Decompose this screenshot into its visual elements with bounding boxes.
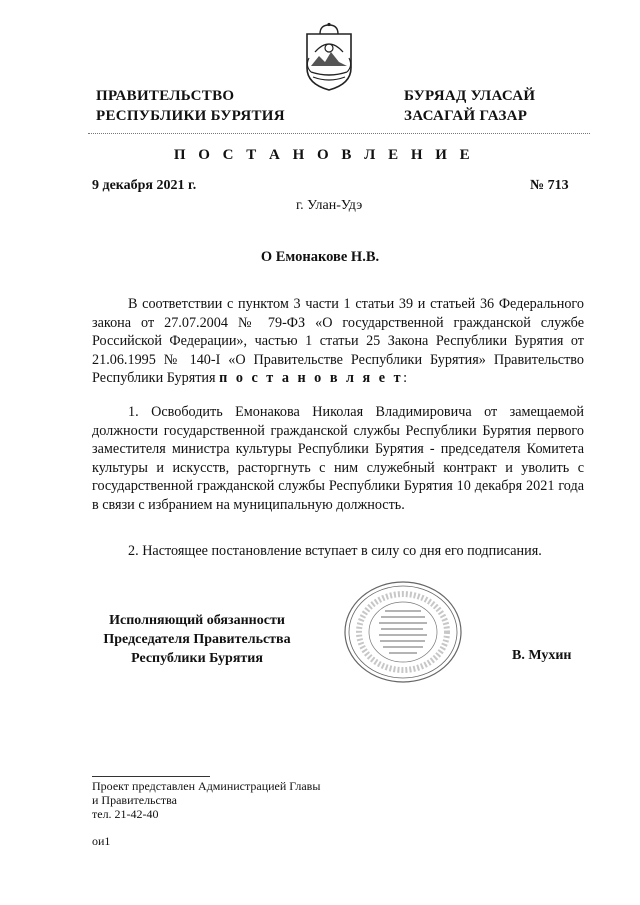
- coat-of-arms-emblem: [303, 22, 355, 92]
- paragraph-item-1: 1. Освободить Емонакова Николая Владимировича от замещаемой должности государственной гражданской службы Республики Бурятия первого заместителя министра культуры Республики Бурятия - председателя Комитета культуры и искусств, расторгнуть с ним служебный контракт и уволить с государственной гражданской службы Республики Бурятия 10 декабря 2021 года в связи с избранием на муниципальную должность.: [92, 404, 584, 513]
- signatory-line1: Исполняющий обязанности: [109, 613, 285, 628]
- signatory-line2: Председателя Правительства: [103, 632, 291, 647]
- footer-divider: [92, 776, 210, 777]
- footer-line2: и Правительства: [92, 793, 177, 807]
- header-right-line2: ЗАСАГАЙ ГАЗАР: [404, 108, 528, 124]
- footer-code: ои1: [92, 834, 111, 848]
- document-type: П О С Т А Н О В Л Е Н И Е: [173, 147, 475, 163]
- header-right: [404, 86, 604, 126]
- signatory-line3: Республики Бурятия: [131, 651, 263, 666]
- document-city: г. Улан-Удэ: [296, 198, 363, 213]
- header-divider: [88, 133, 590, 134]
- preamble-emphasis: п о с т а н о в л я е т: [219, 370, 404, 386]
- signatory-position: [92, 611, 302, 668]
- preamble-end: :: [403, 370, 408, 386]
- header-right-line1: БУРЯАД УЛАСАЙ: [404, 88, 536, 104]
- signatory-name: В. Мухин: [512, 648, 572, 663]
- document-number: № 713: [530, 178, 569, 193]
- footer-note: [92, 779, 320, 821]
- preamble-text: В соответствии с пунктом 3 части 1 статьи 39 и статьей 36 Федерального закона от 27.07.2004 № 79-ФЗ «О государственной гражданской службе Российской Федерации», частью 1 статьи 25 Закона Республики Бурятия от 21.06.1995 № 140-I «О Правительстве Республики Бурятия» Правительство Республики Бурятия: [92, 296, 584, 386]
- document-date: 9 декабря 2021 г.: [92, 178, 197, 193]
- footer-line1: Проект представлен Администрацией Главы: [92, 779, 321, 793]
- document-title: О Емонакове Н.В.: [260, 249, 380, 265]
- paragraph-item-2: 2. Настоящее постановление вступает в силу со дня его подписания.: [128, 543, 542, 559]
- footer-line3: тел. 21-42-40: [92, 807, 159, 821]
- paragraph-preamble: [92, 295, 584, 388]
- official-seal-stamp: [343, 580, 463, 685]
- header-left-line1: ПРАВИТЕЛЬСТВО: [96, 88, 235, 104]
- header-left: [96, 86, 296, 126]
- header-left-line2: РЕСПУБЛИКИ БУРЯТИЯ: [96, 108, 285, 124]
